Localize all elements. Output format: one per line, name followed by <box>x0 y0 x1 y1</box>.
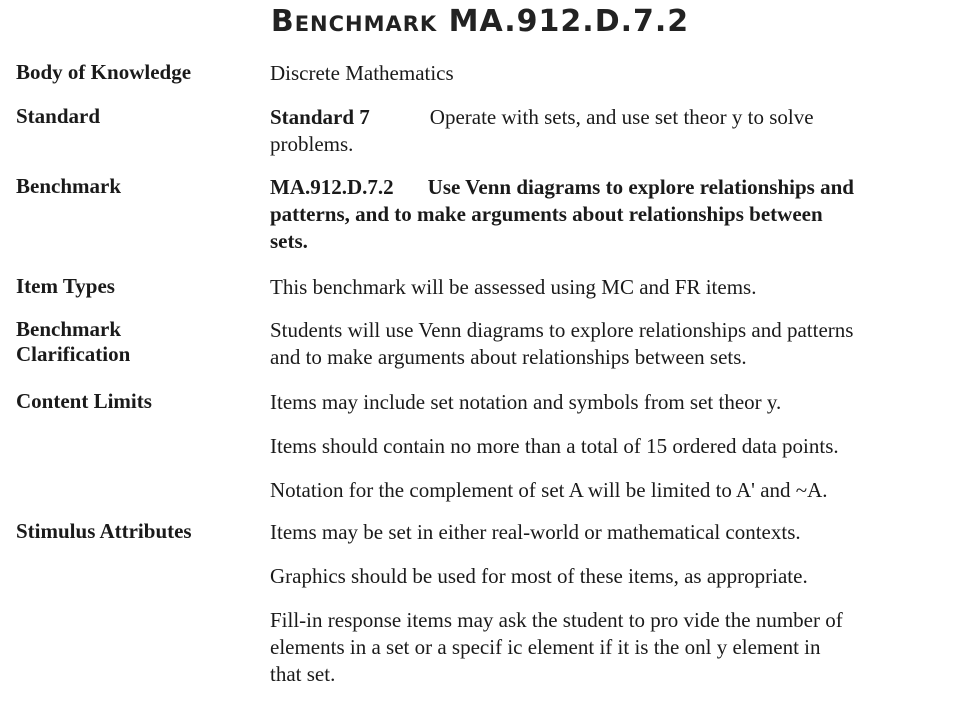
value-benchmark <box>270 174 951 255</box>
label-clarification <box>16 317 270 367</box>
row-body-of-knowledge <box>16 60 951 104</box>
row-benchmark <box>16 174 951 274</box>
label-benchmark: Benchmark <box>16 174 121 198</box>
value-clarification <box>270 317 951 371</box>
stimulus-p3-line3: that set. <box>270 662 336 686</box>
stimulus-p2: Graphics should be used for most of these items, as appropriate. <box>270 564 808 588</box>
value-stimulus <box>270 519 951 688</box>
row-standard <box>16 104 951 174</box>
benchmark-text-line3: sets. <box>270 229 308 253</box>
content-limits-p2: Items should contain no more than a total of 15 ordered data points. <box>270 434 839 458</box>
value-content-limits <box>270 389 951 504</box>
row-clarification <box>16 317 951 389</box>
label-clarification-line1: Benchmark <box>16 317 121 341</box>
benchmark-text-line2: patterns, and to make arguments about relationships between <box>270 202 823 226</box>
title-code: MA.912.D.7.2 <box>448 4 690 39</box>
benchmark-code: MA.912.D.7.2 <box>270 175 394 199</box>
row-item-types <box>16 274 951 317</box>
stimulus-p3-line1: Fill-in response items may ask the student to pro vide the number of <box>270 608 843 632</box>
value-standard <box>270 104 951 158</box>
label-clarification-line2: Clarification <box>16 342 131 366</box>
clarification-text-line2: and to make arguments about relationships between sets. <box>270 345 747 369</box>
page-title <box>0 4 960 39</box>
row-content-limits <box>16 389 951 519</box>
row-stimulus <box>16 519 951 688</box>
stimulus-p3 <box>270 607 951 688</box>
benchmark-table <box>16 60 951 688</box>
standard-text-line1: Operate with sets, and use set theor y to solve <box>429 105 814 129</box>
standard-text-line2: problems. <box>270 132 354 156</box>
label-stimulus: Stimulus Attributes <box>16 519 192 543</box>
stimulus-p3-line2: elements in a set or a specif ic element if it is the onl y element in <box>270 635 821 659</box>
label-content-limits: Content Limits <box>16 389 152 413</box>
label-body-of-knowledge: Body of Knowledge <box>16 60 192 84</box>
label-standard: Standard <box>16 104 101 128</box>
clarification-text-line1: Students will use Venn diagrams to explore relationships and patterns <box>270 318 854 342</box>
benchmark-text-line1: Use Venn diagrams to explore relationships and <box>427 175 854 199</box>
title-word: Benchmark <box>270 4 438 39</box>
content-limits-p1: Items may include set notation and symbols from set theor y. <box>270 390 782 414</box>
stimulus-p1: Items may be set in either real-world or mathematical contexts. <box>270 520 801 544</box>
label-item-types: Item Types <box>16 274 115 298</box>
value-body-of-knowledge: Discrete Mathematics <box>270 61 454 85</box>
standard-code: Standard 7 <box>270 105 370 129</box>
value-item-types: This benchmark will be assessed using MC and FR items. <box>270 275 757 299</box>
content-limits-p3: Notation for the complement of set A will be limited to A' and ~A. <box>270 478 828 502</box>
